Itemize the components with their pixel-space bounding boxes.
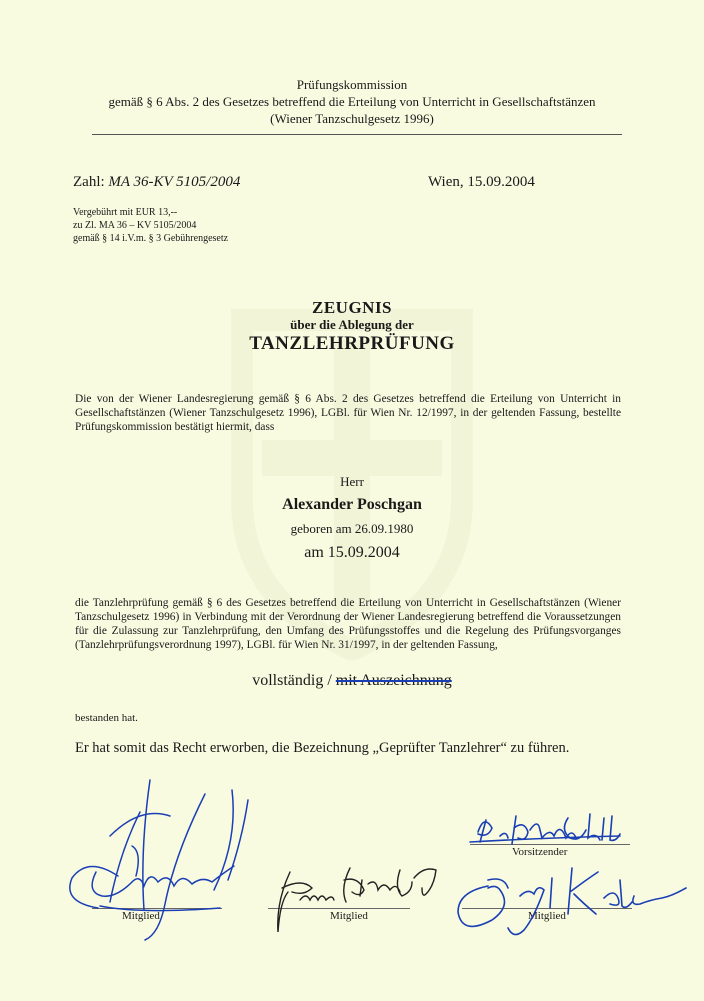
reference-value: MA 36-KV 5105/2004 bbox=[108, 174, 241, 190]
fee-note bbox=[73, 206, 228, 245]
chair-signature-line bbox=[470, 844, 630, 845]
header-legal-basis: gemäß § 6 Abs. 2 des Gesetzes betreffend die Erteilung von Unterricht in Gesellschaftstänzen bbox=[108, 94, 596, 109]
issue-date: Wien, 15.09.2004 bbox=[428, 174, 535, 190]
chair-label: Vorsitzender bbox=[512, 846, 568, 858]
document-title: ZEUGNIS bbox=[311, 298, 393, 317]
member2-signature bbox=[278, 868, 436, 932]
header-divider bbox=[92, 134, 622, 135]
member3-signature bbox=[458, 868, 686, 935]
exam-date: am 15.09.2004 bbox=[304, 544, 400, 561]
reference-number bbox=[73, 174, 240, 191]
candidate-birthdate: geboren am 26.09.1980 bbox=[290, 521, 414, 536]
fee-line-1: Vergebührt mit EUR 13,-- bbox=[73, 207, 178, 218]
result-distinction-struck: mit Auszeichnung bbox=[335, 672, 452, 689]
header-law-name: (Wiener Tanzschulgesetz 1996) bbox=[270, 111, 434, 126]
member2-signature-line bbox=[268, 908, 410, 909]
rights-statement: Er hat somit das Recht erworben, die Bezeichnung „Geprüfter Tanzlehrer“ zu führen. bbox=[75, 740, 570, 756]
candidate-name: Alexander Poschgan bbox=[282, 496, 422, 513]
reference-label: Zahl: bbox=[73, 174, 105, 190]
intro-paragraph: Die von der Wiener Landesregierung gemäß § 6 Abs. 2 des Gesetzes betreffend die Erteilung von Unterricht in Gesellschaftstänzen (Wiener Tanzschulgesetz 1996), LGBl. für Wien Nr. 12/1997, in der geltenden Fassung, bestellte Prüfungskommission bestätigt hiermit, dass bbox=[75, 393, 621, 433]
member3-signature-line bbox=[462, 908, 632, 909]
member1-label: Mitglied bbox=[122, 910, 160, 922]
fee-line-3: gemäß § 14 i.V.m. § 3 Gebührengesetz bbox=[73, 233, 229, 244]
result-line bbox=[0, 672, 704, 690]
fee-line-2: zu Zl. MA 36 – KV 5105/2004 bbox=[73, 220, 197, 231]
chair-signature bbox=[470, 814, 620, 844]
body-paragraph: die Tanzlehrprüfung gemäß § 6 des Gesetzes betreffend die Erteilung von Unterricht in Gesellschaftstänzen (Wiener Tanzschulgesetz 1996) in Verbindung mit der Verordnung der Wiener Landesregierung betreffend die Voraussetzungen für die Zulassung zur Tanzlehrprüfung, den Umfang des Prüfungsstoffes und die Regelung des Prüfungsvorganges (Tanzlehrprüfungsverordnung 1997), LGBl. für Wien Nr. 31/1997, in der geltenden Fassung, bbox=[75, 597, 621, 651]
member2-label: Mitglied bbox=[330, 910, 368, 922]
passed-statement: bestanden hat. bbox=[75, 712, 138, 724]
result-complete: vollständig / bbox=[252, 672, 332, 689]
header-commission: Prüfungskommission bbox=[296, 77, 408, 92]
candidate-salutation: Herr bbox=[340, 474, 364, 489]
exam-title: TANZLEHRPRÜFUNG bbox=[249, 333, 455, 354]
member3-label: Mitglied bbox=[528, 910, 566, 922]
member1-signature-line bbox=[92, 908, 222, 909]
document-subtitle: über die Ablegung der bbox=[290, 317, 414, 332]
